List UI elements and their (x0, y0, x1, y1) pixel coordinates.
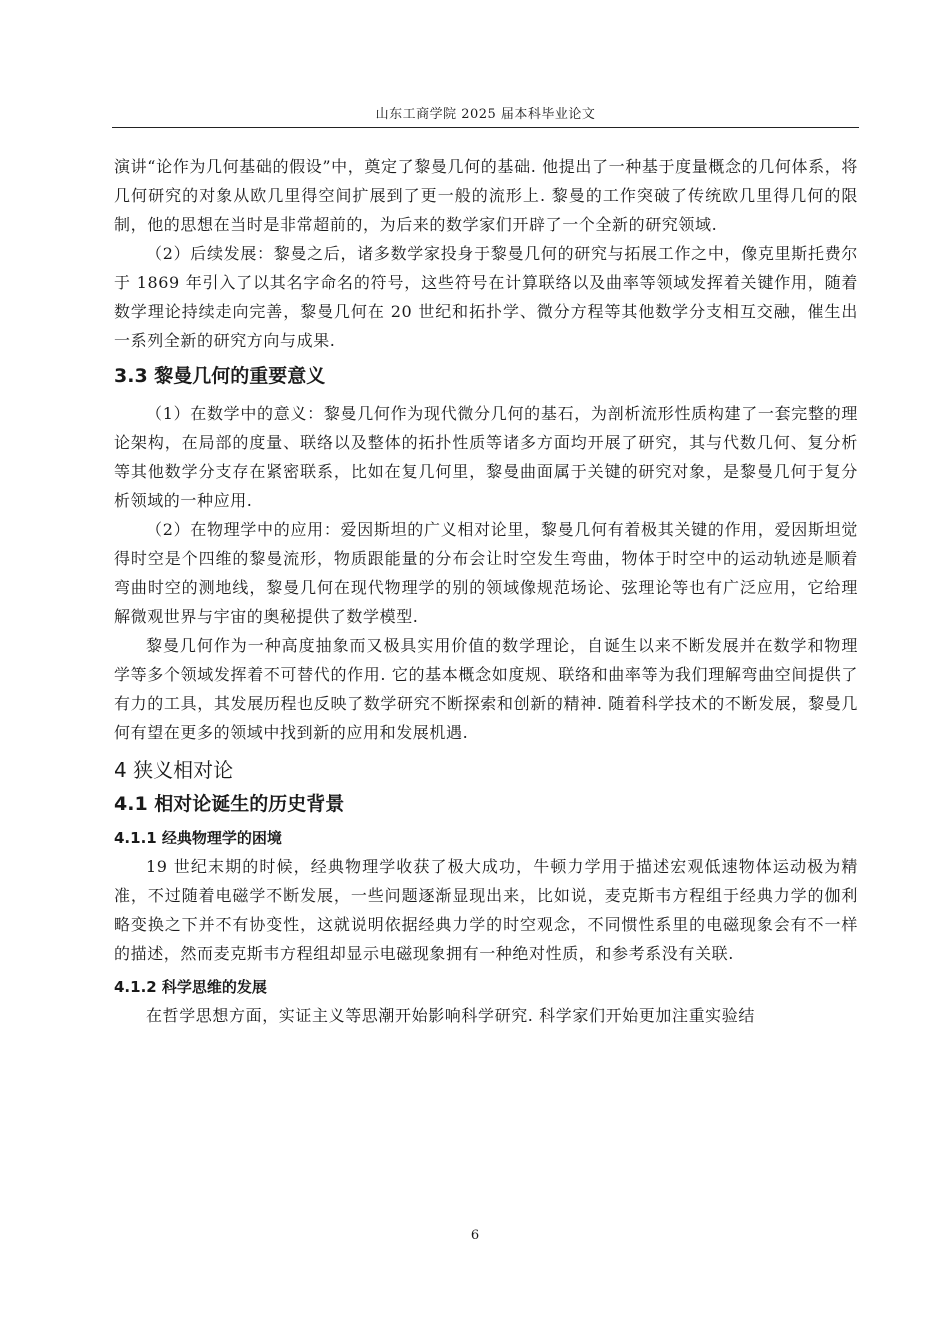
page-number: 6 (470, 1228, 480, 1243)
paragraph: （2）在物理学中的应用：爱因斯坦的广义相对论里，黎曼几何有着极其关键的作用，爱因斯坦觉得时空是个四维的黎曼流形，物质跟能量的分布会让时空发生弯曲，物体于时空中的运动轨迹是顺着弯曲时空的测地线，黎曼几何在现代物理学的别的领域像规范场论、弦理论等也有广泛应用，它给理解微观世界与宇宙的奥秘提供了数学模型. (114, 520, 858, 626)
section-heading: 3.3 黎曼几何的重要意义 (114, 365, 326, 387)
section-heading: 4.1 相对论诞生的历史背景 (114, 793, 345, 815)
paragraph: 黎曼几何作为一种高度抽象而又极具实用价值的数学理论，自诞生以来不断发展并在数学和物理学等多个领域发挥着不可替代的作用. 它的基本概念如度规、联络和曲率等为我们理解弯曲空间提供了有力的工具，其发展历程也反映了数学研究不断探索和创新的精神. 随着科学技术的不断发展，黎曼几何有望在更多的领域中找到新的应用和发展机遇. (114, 636, 858, 742)
page-body (114, 152, 858, 1030)
paragraph: 在哲学思想方面，实证主义等思潮开始影响科学研究. 科学家们开始更加注重实验结 (146, 1006, 755, 1025)
subsection-heading: 4.1.2 科学思维的发展 (114, 978, 267, 996)
header-rule (112, 127, 859, 128)
paragraph: 演讲“论作为几何基础的假设”中，奠定了黎曼几何的基础. 他提出了一种基于度量概念的几何体系，将几何研究的对象从欧几里得空间扩展到了更一般的流形上. 黎曼的工作突破了传统欧几里得几何的限制，他的思想在当时是非常超前的，为后来的数学家们开辟了一个全新的研究领域. (114, 157, 858, 234)
paragraph: （2）后续发展：黎曼之后，诸多数学家投身于黎曼几何的研究与拓展工作之中，像克里斯托费尔于 1869 年引入了以其名字命名的符号，这些符号在计算联络以及曲率等领域发挥着关键作用，随着数学理论持续走向完善，黎曼几何在 20 世纪和拓扑学、微分方程等其他数学分支相互交融，催生出一系列全新的研究方向与成果. (114, 244, 858, 350)
paragraph: （1）在数学中的意义：黎曼几何作为现代微分几何的基石，为剖析流形性质构建了一套完整的理论架构，在局部的度量、联络以及整体的拓扑性质等诸多方面均开展了研究，其与代数几何、复分析等其他数学分支存在紧密联系，比如在复几何里，黎曼曲面属于关键的研究对象，是黎曼几何于复分析领域的一种应用. (114, 404, 858, 510)
subsection-heading: 4.1.1 经典物理学的困境 (114, 829, 282, 847)
running-header: 山东工商学院 2025 届本科毕业论文 (375, 107, 596, 122)
paragraph: 19 世纪末期的时候，经典物理学收获了极大成功，牛顿力学用于描述宏观低速物体运动极为精准，不过随着电磁学不断发展，一些问题逐渐显现出来，比如说，麦克斯韦方程组于经典力学的伽利略变换之下并不有协变性，这就说明依据经典力学的时空观念，不同惯性系里的电磁现象会有不一样的描述，然而麦克斯韦方程组却显示电磁现象拥有一种绝对性质，和参考系没有关联. (114, 857, 858, 963)
chapter-heading: 4 狭义相对论 (114, 758, 234, 782)
